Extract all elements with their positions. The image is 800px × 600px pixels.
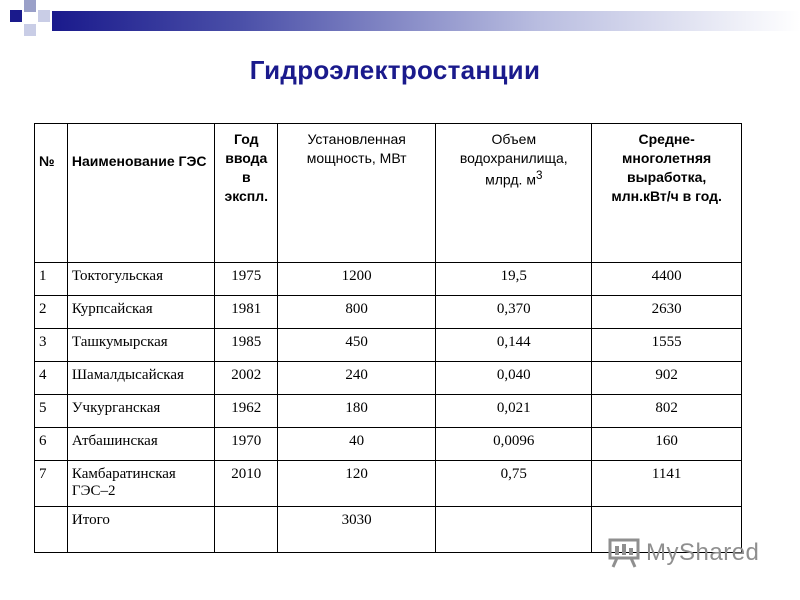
cell-name: Атбашинская (67, 428, 215, 461)
total-label: Итого (67, 507, 215, 553)
cell-year-empty (215, 507, 278, 553)
cell-output: 802 (592, 395, 742, 428)
cell-num: 5 (35, 395, 68, 428)
watermark-logo (608, 536, 778, 570)
cell-year: 1985 (215, 329, 278, 362)
table-row (35, 263, 742, 296)
table-row (35, 428, 742, 461)
total-power: 3030 (278, 507, 436, 553)
cell-num: 7 (35, 461, 68, 507)
cell-volume: 0,021 (436, 395, 592, 428)
cell-output: 1141 (592, 461, 742, 507)
header-volume-text: Объем водохранилища, млрд. м (459, 131, 568, 188)
cell-name: Ташкумырская (67, 329, 215, 362)
cell-name: Шамалдысайская (67, 362, 215, 395)
cell-power: 180 (278, 395, 436, 428)
header-volume-sup: 3 (535, 168, 543, 182)
cell-power: 800 (278, 296, 436, 329)
cell-year: 1981 (215, 296, 278, 329)
cell-year: 2010 (215, 461, 278, 507)
header-num: № (35, 124, 68, 263)
table-row (35, 461, 742, 507)
cell-volume: 0,040 (436, 362, 592, 395)
cell-name: Камбаратинская ГЭС–2 (67, 461, 215, 507)
cell-volume: 19,5 (436, 263, 592, 296)
cell-output: 160 (592, 428, 742, 461)
cell-year: 2002 (215, 362, 278, 395)
deco-square (24, 0, 36, 12)
cell-year: 1962 (215, 395, 278, 428)
cell-num: 3 (35, 329, 68, 362)
cell-output: 1555 (592, 329, 742, 362)
table-row (35, 362, 742, 395)
header-power: Установленная мощность, МВт (278, 124, 436, 263)
presentation-board-icon (608, 538, 640, 568)
header-year: Год ввода в экспл. (215, 124, 278, 263)
cell-num: 2 (35, 296, 68, 329)
cell-volume-empty (436, 507, 592, 553)
cell-power: 450 (278, 329, 436, 362)
deco-square (10, 24, 22, 36)
cell-output: 902 (592, 362, 742, 395)
table-row (35, 395, 742, 428)
cell-name: Токтогульская (67, 263, 215, 296)
cell-name: Курпсайская (67, 296, 215, 329)
cell-name: Учкурганская (67, 395, 215, 428)
cell-volume: 0,144 (436, 329, 592, 362)
cell-year: 1975 (215, 263, 278, 296)
cell-year: 1970 (215, 428, 278, 461)
header-volume (436, 124, 592, 263)
deco-square (24, 24, 36, 36)
table-row (35, 296, 742, 329)
cell-num: 6 (35, 428, 68, 461)
cell-num-empty (35, 507, 68, 553)
cell-output: 2630 (592, 296, 742, 329)
top-decoration (0, 0, 800, 50)
header-row (35, 124, 742, 263)
deco-square (38, 10, 50, 22)
cell-num: 4 (35, 362, 68, 395)
cell-power: 40 (278, 428, 436, 461)
header-output: Средне-многолетняя выработка, млн.кВт/ч в год. (592, 124, 742, 263)
cell-volume: 0,75 (436, 461, 592, 507)
cell-num: 1 (35, 263, 68, 296)
cell-power: 240 (278, 362, 436, 395)
deco-square (10, 10, 22, 22)
watermark-text: MyShared (646, 539, 760, 566)
slide-title: Гидроэлектростанции (249, 55, 541, 85)
cell-volume: 0,0096 (436, 428, 592, 461)
cell-power: 1200 (278, 263, 436, 296)
gradient-bar (52, 11, 800, 31)
table-row (35, 329, 742, 362)
cell-output: 4400 (592, 263, 742, 296)
header-name: Наименование ГЭС (67, 124, 215, 263)
hydro-table (34, 123, 742, 553)
cell-power: 120 (278, 461, 436, 507)
cell-volume: 0,370 (436, 296, 592, 329)
